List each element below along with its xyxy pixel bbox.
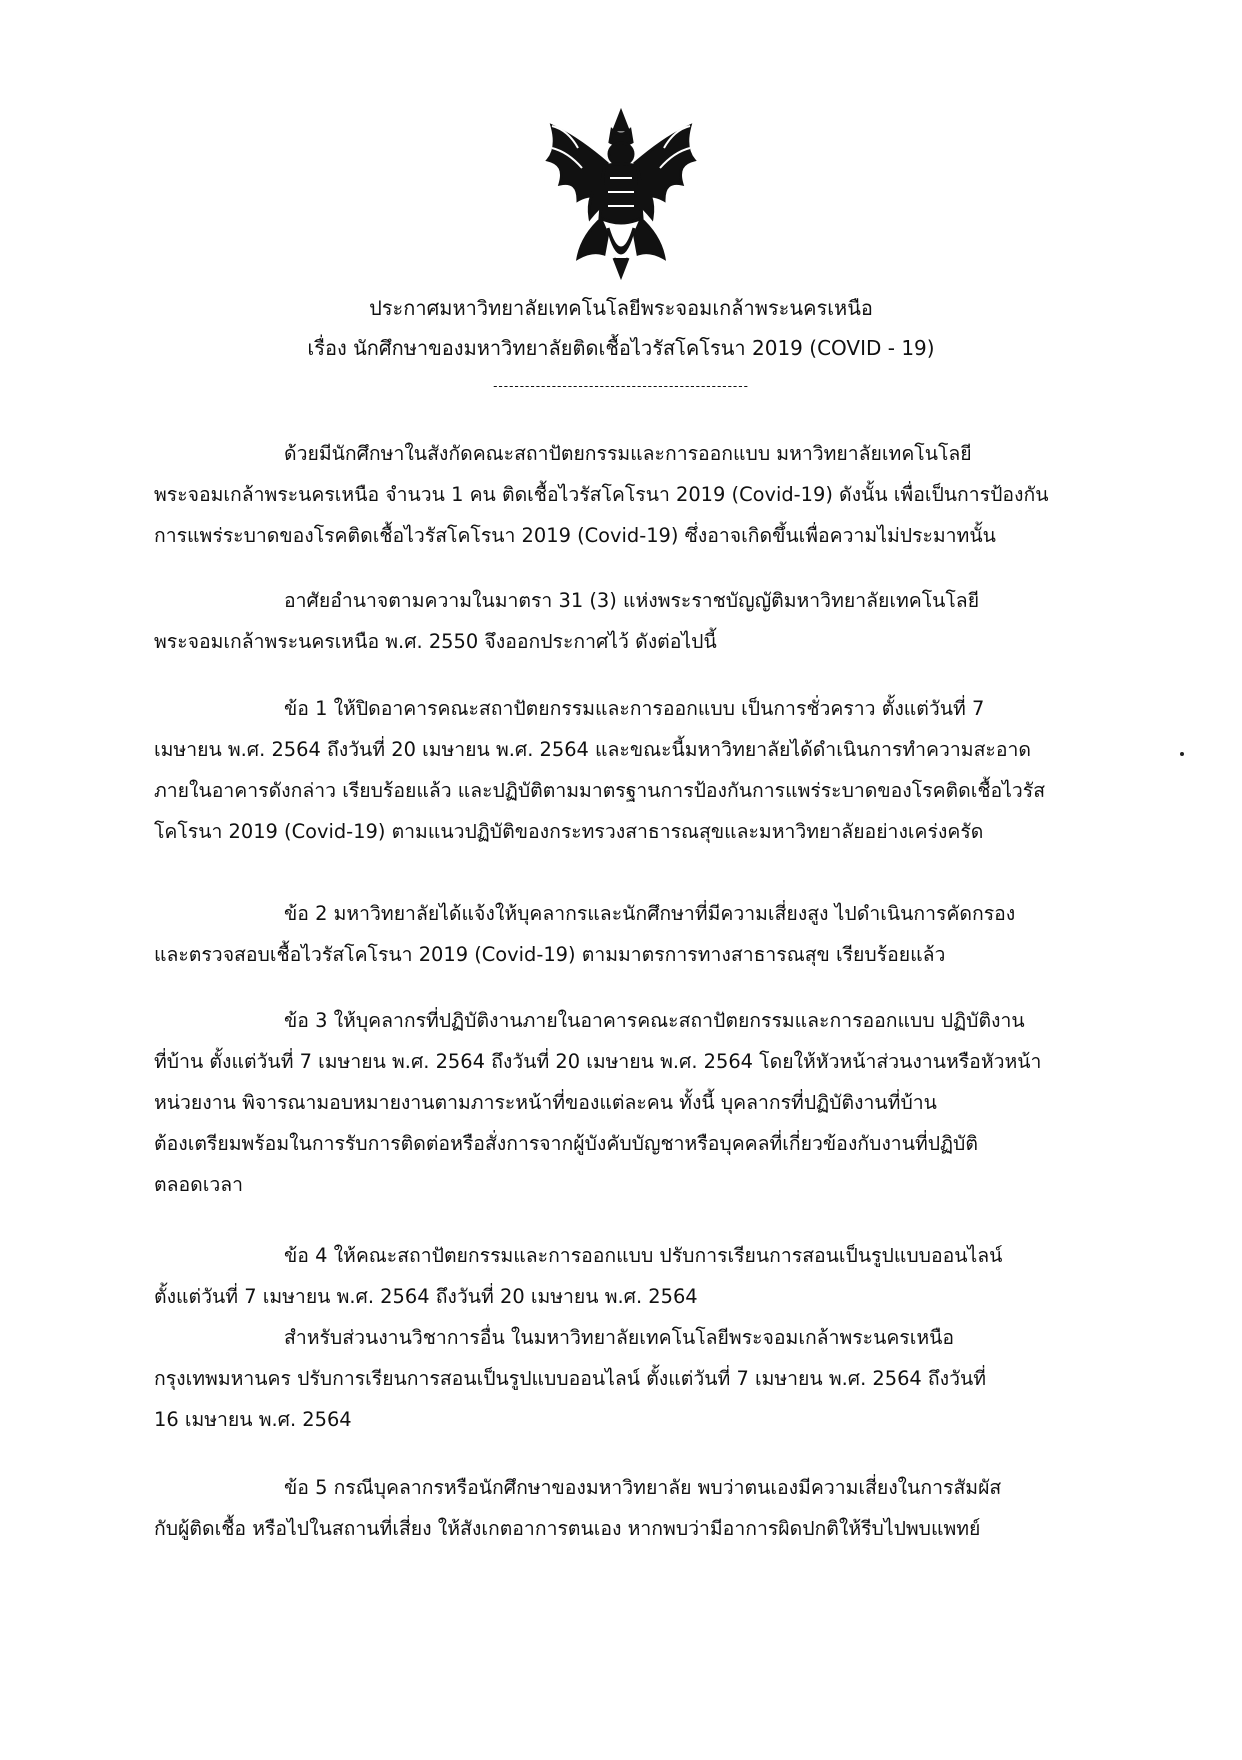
header-separator: ------------------------------------------------ <box>493 379 749 393</box>
text-line: หน่วยงาน พิจารณามอบหมายงานตามภาระหน้าที่ของแต่ละคน ทั้งนี้ บุคลากรที่ปฏิบัติงานที่บ้าน <box>154 1091 937 1114</box>
paragraph-item-2 <box>154 893 1088 975</box>
text-line: ที่บ้าน ตั้งแต่วันที่ 7 เมษายน พ.ศ. 2564 ถึงวันที่ 20 เมษายน พ.ศ. 2564 โดยให้หัวหน้าส่วนงานหรือหัวหน้า <box>154 1050 1042 1073</box>
text-line: อาศัยอำนาจตามความในมาตรา 31 (3) แห่งพระราชบัญญัติมหาวิทยาลัยเทคโนโลยี <box>284 589 980 612</box>
text-line: โคโรนา 2019 (Covid-19) ตามแนวปฏิบัติของกระทรวงสาธารณสุขและมหาวิทยาลัยอย่างเคร่งครัด <box>154 820 984 843</box>
text-line: ต้องเตรียมพร้อมในการรับการติดต่อหรือสั่งการจากผู้บังคับบัญชาหรือบุคคลที่เกี่ยวข้องกับงานที่ปฏิบัติ <box>154 1132 978 1155</box>
paragraph-item-1 <box>154 688 1088 852</box>
text-line: เมษายน พ.ศ. 2564 ถึงวันที่ 20 เมษายน พ.ศ. 2564 และขณะนี้มหาวิทยาลัยได้ดำเนินการทำความสะอาด <box>154 738 1031 761</box>
text-line: กรุงเทพมหานคร ปรับการเรียนการสอนเป็นรูปแบบออนไลน์ ตั้งแต่วันที่ 7 เมษายน พ.ศ. 2564 ถึงวันที่ <box>154 1367 987 1390</box>
paragraph-intro <box>154 433 1088 556</box>
text-line: พระจอมเกล้าพระนครเหนือ พ.ศ. 2550 จึงออกประกาศไว้ ดังต่อไปนี้ <box>154 630 717 653</box>
paragraph-authority <box>154 580 1088 662</box>
announcement-title: ประกาศมหาวิทยาลัยเทคโนโลยีพระจอมเกล้าพระนครเหนือ <box>369 296 873 320</box>
scan-speck <box>1180 752 1184 756</box>
text-line: ข้อ 2 มหาวิทยาลัยได้แจ้งให้บุคลากรและนักศึกษาที่มีความเสี่ยงสูง ไปดำเนินการคัดกรอง <box>284 902 1016 925</box>
paragraph-item-5 <box>154 1467 1088 1549</box>
text-line: สำหรับส่วนงานวิชาการอื่น ในมหาวิทยาลัยเทคโนโลยีพระจอมเกล้าพระนครเหนือ <box>284 1326 955 1349</box>
paragraph-item-4 <box>154 1235 1088 1440</box>
text-line: ด้วยมีนักศึกษาในสังกัดคณะสถาปัตยกรรมและการออกแบบ มหาวิทยาลัยเทคโนโลยี <box>284 442 972 465</box>
garuda-emblem-icon <box>538 108 704 280</box>
text-line: ข้อ 3 ให้บุคลากรที่ปฏิบัติงานภายในอาคารคณะสถาปัตยกรรมและการออกแบบ ปฏิบัติงาน <box>284 1009 1025 1032</box>
text-line: และตรวจสอบเชื้อไวรัสโคโรนา 2019 (Covid-19) ตามมาตรการทางสาธารณสุข เรียบร้อยแล้ว <box>154 943 946 966</box>
text-line: ภายในอาคารดังกล่าว เรียบร้อยแล้ว และปฏิบัติตามมาตรฐานการป้องกันการแพร่ระบาดของโรคติดเชื้อไวรัส <box>154 779 1046 802</box>
text-line: การแพร่ระบาดของโรคติดเชื้อไวรัสโคโรนา 2019 (Covid-19) ซึ่งอาจเกิดขึ้นเพื่อความไม่ประมาทนั้น <box>154 524 996 547</box>
text-line: 16 เมษายน พ.ศ. 2564 <box>154 1408 352 1431</box>
text-line: ข้อ 1 ให้ปิดอาคารคณะสถาปัตยกรรมและการออกแบบ เป็นการชั่วคราว ตั้งแต่วันที่ 7 <box>284 697 985 720</box>
paragraph-item-3 <box>154 1000 1088 1205</box>
announcement-subject: เรื่อง นักศึกษาของมหาวิทยาลัยติดเชื้อไวรัสโคโรนา 2019 (COVID - 19) <box>307 336 935 360</box>
text-line: ตลอดเวลา <box>154 1173 243 1196</box>
text-line: กับผู้ติดเชื้อ หรือไปในสถานที่เสี่ยง ให้สังเกตอาการตนเอง หากพบว่ามีอาการผิดปกติให้รีบไปพบแพทย์ <box>154 1517 981 1540</box>
text-line: ข้อ 5 กรณีบุคลากรหรือนักศึกษาของมหาวิทยาลัย พบว่าตนเองมีความเสี่ยงในการสัมผัส <box>284 1476 1002 1499</box>
text-line: ตั้งแต่วันที่ 7 เมษายน พ.ศ. 2564 ถึงวันที่ 20 เมษายน พ.ศ. 2564 <box>154 1285 698 1308</box>
text-line: พระจอมเกล้าพระนครเหนือ จำนวน 1 คน ติดเชื้อไวรัสโคโรนา 2019 (Covid-19) ดังนั้น เพื่อเป็นการป้องกัน <box>154 483 1049 506</box>
text-line: ข้อ 4 ให้คณะสถาปัตยกรรมและการออกแบบ ปรับการเรียนการสอนเป็นรูปแบบออนไลน์ <box>284 1244 1003 1267</box>
